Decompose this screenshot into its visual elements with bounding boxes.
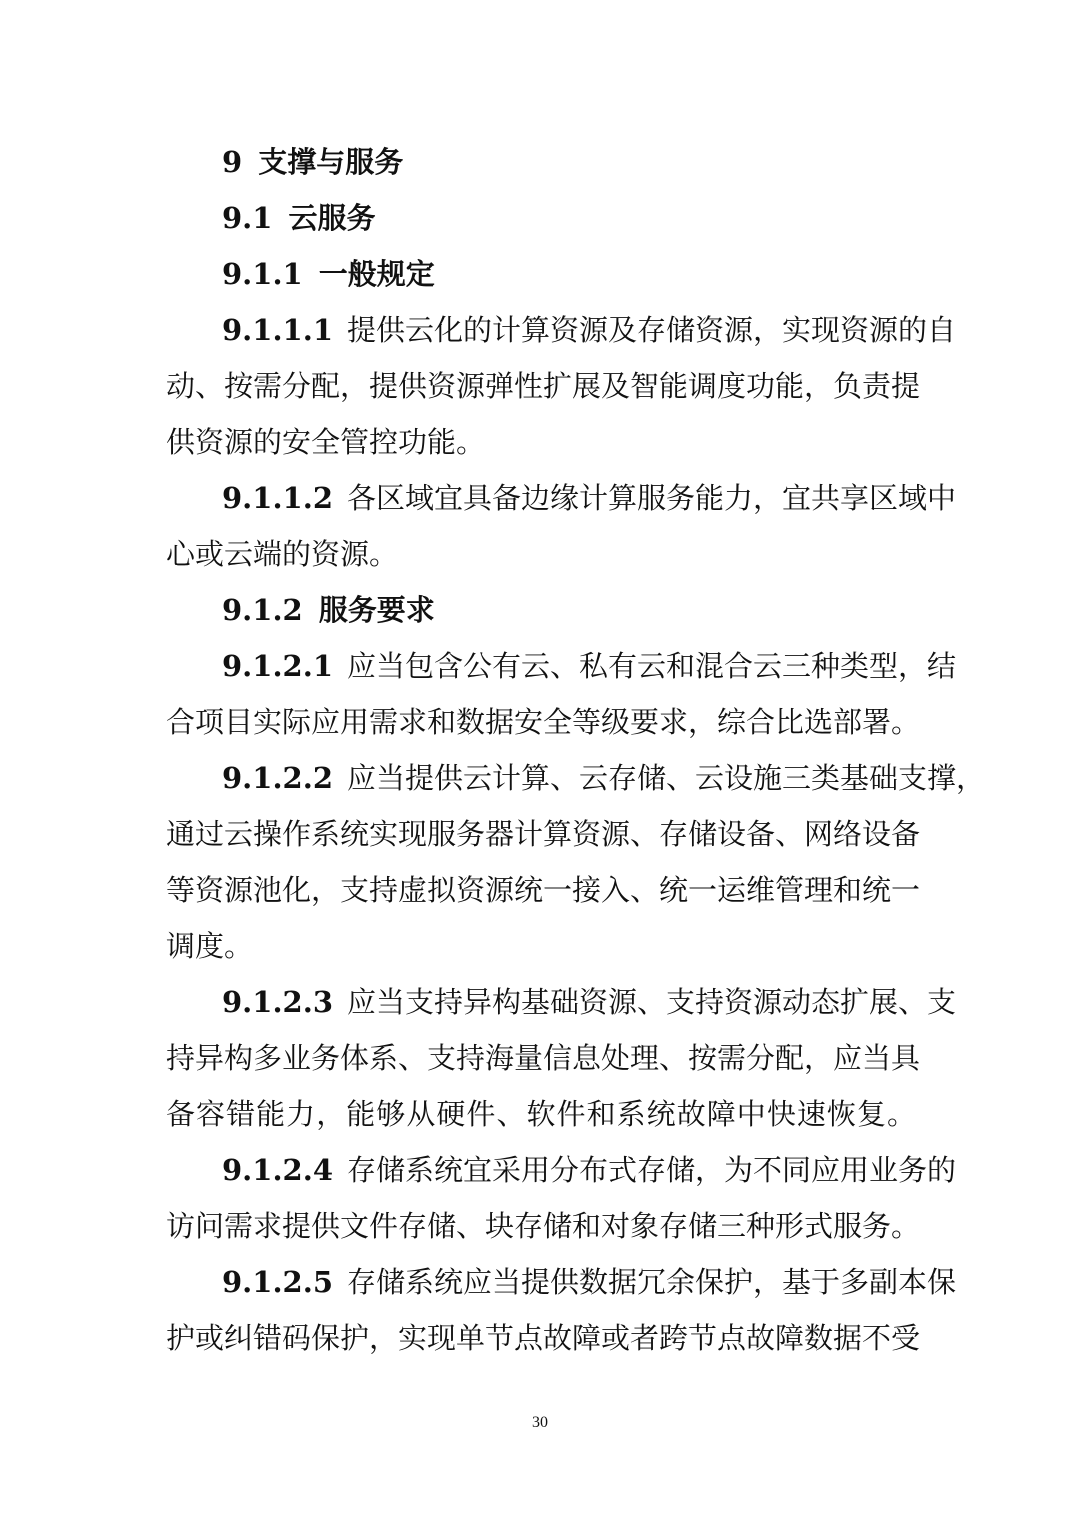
clause-text: 应当提供云计算、云存储、云设施三类基础支撑， — [347, 761, 986, 795]
section-heading-9-1-2 — [166, 582, 916, 638]
clause-text: 存储系统应当提供数据冗余保护，基于多副本保 — [347, 1265, 957, 1299]
clause-number: 9.1.2.5 — [222, 1265, 334, 1299]
clause-line — [166, 1142, 957, 1198]
clause-line — [166, 1254, 957, 1310]
section-heading-9 — [166, 134, 916, 190]
clause-text: 应当包含公有云、私有云和混合云三种类型，结 — [347, 649, 957, 683]
clause-line: 调度。 — [166, 929, 254, 963]
clause-line: 持异构多业务体系、支持海量信息处理、按需分配，应当具 — [166, 1041, 921, 1075]
clause-text: 应当支持异构基础资源、支持资源动态扩展、支 — [347, 985, 957, 1019]
clause-9-1-2-4 — [166, 1142, 957, 1254]
clause-number: 9.1.2.4 — [222, 1153, 334, 1187]
clause-line — [166, 302, 957, 358]
section-number: 9.1.2 — [222, 593, 303, 627]
clause-9-1-2-5 — [166, 1254, 957, 1366]
clause-line — [166, 638, 957, 694]
clause-line: 通过云操作系统实现服务器计算资源、存储设备、网络设备 — [166, 817, 921, 851]
clause-number: 9.1.1.2 — [222, 481, 334, 515]
section-title: 服务要求 — [318, 593, 435, 627]
clause-9-1-2-3 — [166, 974, 957, 1142]
clause-line: 等资源池化，支持虚拟资源统一接入、统一运维管理和统一 — [166, 873, 921, 907]
clause-text: 存储系统宜采用分布式存储，为不同应用业务的 — [347, 1153, 957, 1187]
section-number: 9.1 — [222, 201, 273, 235]
clause-line — [166, 470, 957, 526]
clause-9-1-1-2 — [166, 470, 957, 582]
section-number: 9 — [222, 145, 243, 179]
clause-number: 9.1.2.2 — [222, 761, 334, 795]
clause-line: 动、按需分配，提供资源弹性扩展及智能调度功能，负责提 — [166, 369, 921, 403]
page-number: 30 — [532, 1414, 548, 1431]
clause-number: 9.1.2.1 — [222, 649, 334, 683]
clause-line: 备容错能力，能够从硬件、软件和系统故障中快速恢复。 — [166, 1097, 916, 1131]
clause-line: 护或纠错码保护，实现单节点故障或者跨节点故障数据不受 — [166, 1321, 921, 1355]
clause-line: 访问需求提供文件存储、块存储和对象存储三种形式服务。 — [166, 1209, 921, 1243]
clause-number: 9.1.2.3 — [222, 985, 334, 1019]
clause-9-1-2-2 — [166, 750, 986, 974]
section-title: 一般规定 — [318, 257, 435, 291]
clause-line — [166, 974, 957, 1030]
clause-number: 9.1.1.1 — [222, 313, 334, 347]
section-title: 支撑与服务 — [258, 145, 404, 179]
section-number: 9.1.1 — [222, 257, 303, 291]
clause-line — [166, 750, 986, 806]
section-heading-9-1 — [166, 190, 916, 246]
clause-text: 各区域宜具备边缘计算服务能力，宜共享区域中 — [347, 481, 957, 515]
clause-line: 合项目实际应用需求和数据安全等级要求，综合比选部署。 — [166, 705, 921, 739]
clause-9-1-2-1 — [166, 638, 957, 750]
section-heading-9-1-1 — [166, 246, 916, 302]
clause-9-1-1-1 — [166, 302, 957, 470]
clause-line: 供资源的安全管控功能。 — [166, 425, 486, 459]
page-content — [166, 134, 986, 1366]
clause-line: 心或云端的资源。 — [166, 537, 399, 571]
section-title: 云服务 — [288, 201, 376, 235]
clause-text: 提供云化的计算资源及存储资源，实现资源的自 — [347, 313, 957, 347]
